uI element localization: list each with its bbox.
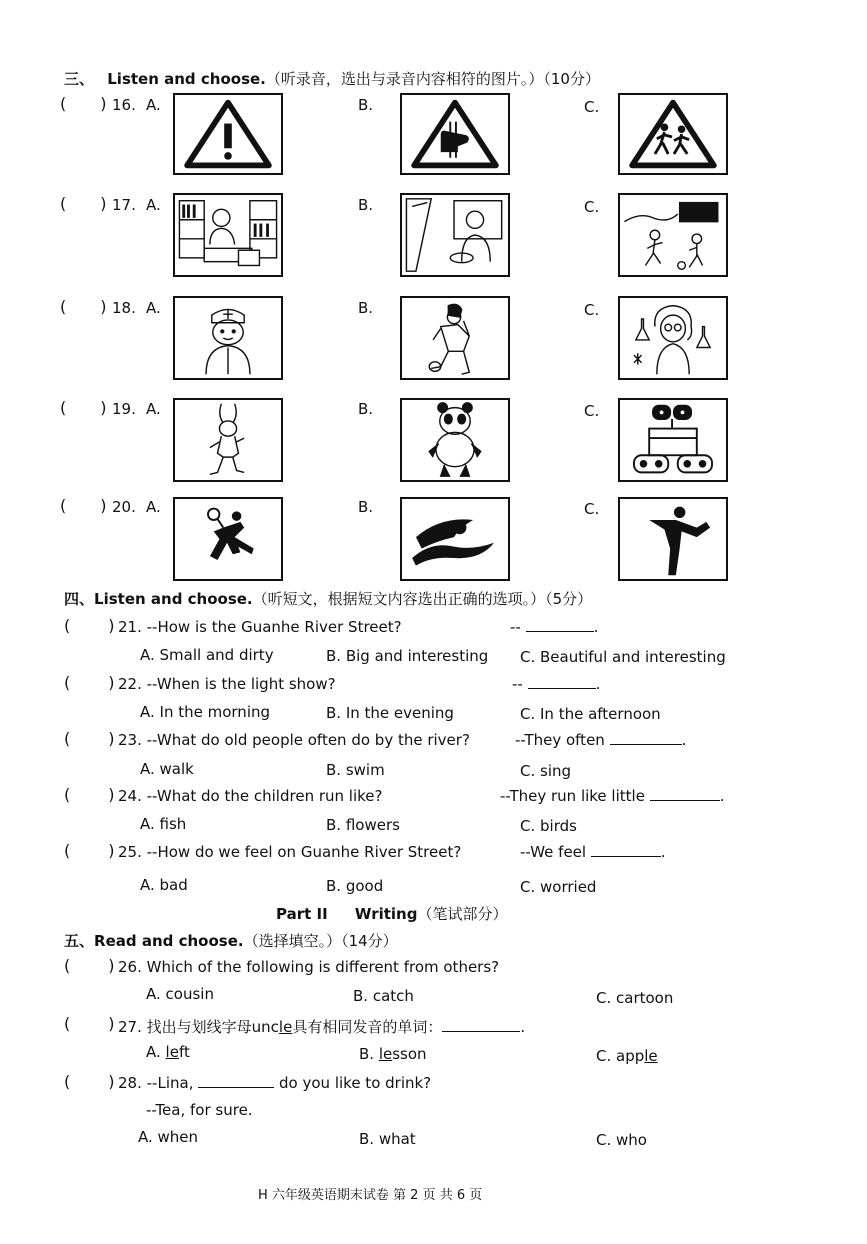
q16-answer-bracket[interactable]: ( ) [60, 94, 107, 113]
section-5-heading [64, 930, 398, 951]
q22-text: --When is the light show? [146, 675, 336, 693]
q20-option-c-label[interactable]: C. [584, 500, 600, 518]
q16-option-c-label[interactable]: C. [584, 98, 600, 116]
q24-question [118, 787, 382, 805]
q17-option-a-label[interactable]: A. [146, 196, 161, 214]
library-reading-icon [175, 195, 281, 275]
q20-option-a-label[interactable]: A. [146, 498, 161, 516]
q19-option-b-label[interactable]: B. [358, 400, 374, 418]
q28-text-before-blank: --Lina, [146, 1074, 194, 1092]
q28-option-c[interactable]: C. who [596, 1131, 647, 1149]
q22-question [118, 675, 336, 693]
scientist-icon [620, 298, 726, 378]
q16-option-b-picture[interactable] [400, 93, 510, 175]
q19-number: 19. [112, 400, 136, 418]
q17-option-a-picture[interactable] [173, 193, 283, 277]
q28-reply: --Tea, for sure. [146, 1101, 253, 1119]
section-4-title: Listen and choose. [94, 590, 253, 608]
q23-option-b[interactable]: B. swim [326, 761, 385, 779]
q16-option-a-picture[interactable] [173, 93, 283, 175]
q25-answer-line: --We feel . [520, 843, 666, 861]
q20-option-c-picture[interactable] [618, 497, 728, 581]
q19-option-c-label[interactable]: C. [584, 402, 600, 420]
section-3-heading [64, 68, 600, 89]
page-footer: H 六年级英语期末试卷 第 2 页 共 6 页 [258, 1188, 483, 1203]
panda-character-icon [402, 400, 508, 480]
q23-answer-bracket[interactable]: ( ) [64, 729, 115, 748]
q18-option-c-label[interactable]: C. [584, 301, 600, 319]
q18-number: 18. [112, 299, 136, 317]
q25-number: 25. [118, 843, 142, 861]
q21-question [118, 618, 402, 636]
q20-option-b-label[interactable]: B. [358, 498, 374, 516]
q18-answer-bracket[interactable]: ( ) [60, 297, 107, 316]
q26-text: Which of the following is different from others? [146, 958, 500, 976]
section-5-title: Read and choose. [94, 932, 244, 950]
warning-exclamation-sign-icon [175, 95, 281, 173]
q16-option-b-label[interactable]: B. [358, 96, 374, 114]
q20-number: 20. [112, 498, 136, 516]
q22-option-a[interactable]: A. In the morning [140, 703, 271, 721]
q27-option-c[interactable]: C. apple [596, 1047, 658, 1065]
q27-text: 找出与划线字母uncle具有相同发音的单词： [146, 1018, 443, 1036]
q22-blank[interactable] [528, 688, 596, 689]
q17-option-b-label[interactable]: B. [358, 196, 374, 214]
q22-number: 22. [118, 675, 142, 693]
q21-option-a[interactable]: A. Small and dirty [140, 646, 274, 664]
badminton-silhouette-icon [175, 499, 281, 579]
q27-number: 27. [118, 1018, 142, 1036]
q28-option-b[interactable]: B. what [359, 1130, 416, 1148]
q28-answer-bracket[interactable]: ( ) [64, 1072, 115, 1091]
q17-option-c-picture[interactable] [618, 193, 728, 277]
nurse-icon [175, 298, 281, 378]
q17-option-b-picture[interactable] [400, 193, 510, 277]
q26-answer-bracket[interactable]: ( ) [64, 956, 115, 975]
q27-answer-bracket[interactable]: ( ) [64, 1014, 115, 1033]
q18-option-a-picture[interactable] [173, 296, 283, 380]
q23-number: 23. [118, 731, 142, 749]
q27-blank[interactable] [442, 1031, 520, 1032]
q25-option-a[interactable]: A. bad [140, 876, 188, 894]
part-2-title: Writing [354, 905, 418, 923]
rabbit-character-icon [175, 400, 281, 480]
q23-text: --What do old people often do by the river? [146, 731, 470, 749]
part-2-note: （笔试部分） [417, 905, 508, 923]
q16-option-c-picture[interactable] [618, 93, 728, 175]
no-touching-electricity-sign-icon [402, 95, 508, 173]
q26-option-b[interactable]: B. catch [353, 987, 414, 1005]
q25-question [118, 843, 461, 861]
q19-option-a-label[interactable]: A. [146, 400, 161, 418]
q21-blank[interactable] [526, 631, 594, 632]
q21-text: --How is the Guanhe River Street? [146, 618, 402, 636]
q25-text: --How do we feel on Guanhe River Street? [146, 843, 462, 861]
q18-option-b-picture[interactable] [400, 296, 510, 380]
q20-answer-bracket[interactable]: ( ) [60, 496, 107, 515]
q21-option-b[interactable]: B. Big and interesting [326, 647, 489, 665]
footballer-icon [402, 298, 508, 378]
part-2-label: Part II [276, 905, 328, 923]
q18-option-b-label[interactable]: B. [358, 299, 374, 317]
kids-playing-football-icon [620, 195, 726, 275]
q22-option-b[interactable]: B. In the evening [326, 704, 454, 722]
q26-option-c[interactable]: C. cartoon [596, 989, 674, 1007]
q18-option-a-label[interactable]: A. [146, 299, 161, 317]
q24-blank[interactable] [650, 800, 720, 801]
q21-option-c[interactable]: C. Beautiful and interesting [520, 648, 726, 666]
q18-option-c-picture[interactable] [618, 296, 728, 380]
q28-blank[interactable] [198, 1087, 274, 1088]
q26-number: 26. [118, 958, 142, 976]
q20-option-a-picture[interactable] [173, 497, 283, 581]
q21-number: 21. [118, 618, 142, 636]
q25-option-b[interactable]: B. good [326, 877, 384, 895]
q24-option-b[interactable]: B. flowers [326, 816, 400, 834]
q23-option-a[interactable]: A. walk [140, 760, 194, 778]
q25-blank[interactable] [591, 856, 661, 857]
section-5-instruction: （选择填空。）（14分） [243, 932, 398, 950]
section-3-title: Listen and choose. [107, 70, 266, 88]
q24-option-a[interactable]: A. fish [140, 815, 187, 833]
section-3-instruction: （听录音，选出与录音内容相符的图片。）（10分） [265, 70, 600, 88]
q27-question: 27. 找出与划线字母uncle具有相同发音的单词： . [118, 1018, 526, 1036]
q23-option-c[interactable]: C. sing [520, 762, 572, 780]
kicking-silhouette-icon [620, 499, 726, 579]
section-4-number: 四、 [64, 590, 95, 608]
section-3-number: 三、 [64, 70, 95, 88]
q23-blank[interactable] [610, 744, 682, 745]
section-4-heading [64, 588, 592, 609]
q17-number: 17. [112, 196, 136, 214]
q22-option-c[interactable]: C. In the afternoon [520, 705, 661, 723]
q21-answer-bracket[interactable]: ( ) [64, 616, 115, 635]
part-2-heading [276, 903, 507, 924]
q16-option-a-label[interactable]: A. [146, 96, 161, 114]
q16-number: 16. [112, 96, 136, 114]
kitchen-cook-pizza-icon [402, 195, 508, 275]
q23-answer-line: --They often . [515, 731, 687, 749]
q27-option-a[interactable]: A. left [146, 1043, 190, 1061]
q24-answer-bracket[interactable]: ( ) [64, 785, 115, 804]
q26-option-a[interactable]: A. cousin [146, 985, 214, 1003]
q22-answer-line: -- . [512, 675, 601, 693]
q21-answer-line: -- . [510, 618, 599, 636]
children-crossing-sign-icon [620, 95, 726, 173]
q26-question [118, 958, 499, 976]
q19-option-c-picture[interactable] [618, 398, 728, 482]
q20-option-b-picture[interactable] [400, 497, 510, 581]
q28-text-after-blank: do you like to drink? [279, 1074, 432, 1092]
q23-question [118, 731, 470, 749]
q24-option-c[interactable]: C. birds [520, 817, 577, 835]
q28-number: 28. [118, 1074, 142, 1092]
q19-option-a-picture[interactable] [173, 398, 283, 482]
q22-answer-bracket[interactable]: ( ) [64, 673, 115, 692]
q28-question [118, 1074, 431, 1092]
q17-answer-bracket[interactable]: ( ) [60, 194, 107, 213]
q24-answer-line: --They run like little . [500, 787, 725, 805]
q24-text: --What do the children run like? [146, 787, 383, 805]
q24-number: 24. [118, 787, 142, 805]
q27-option-b[interactable]: B. lesson [359, 1045, 427, 1063]
section-5-number: 五、 [64, 932, 95, 950]
q25-answer-bracket[interactable]: ( ) [64, 841, 115, 860]
q17-option-c-label[interactable]: C. [584, 198, 600, 216]
q19-option-b-picture[interactable] [400, 398, 510, 482]
q19-answer-bracket[interactable]: ( ) [60, 398, 107, 417]
q28-option-a[interactable]: A. when [138, 1128, 199, 1146]
swimming-silhouette-icon [402, 499, 508, 579]
section-4-instruction: （听短文，根据短文内容选出正确的选项。）（5分） [252, 590, 593, 608]
q25-option-c[interactable]: C. worried [520, 878, 597, 896]
robot-character-icon [620, 400, 726, 480]
